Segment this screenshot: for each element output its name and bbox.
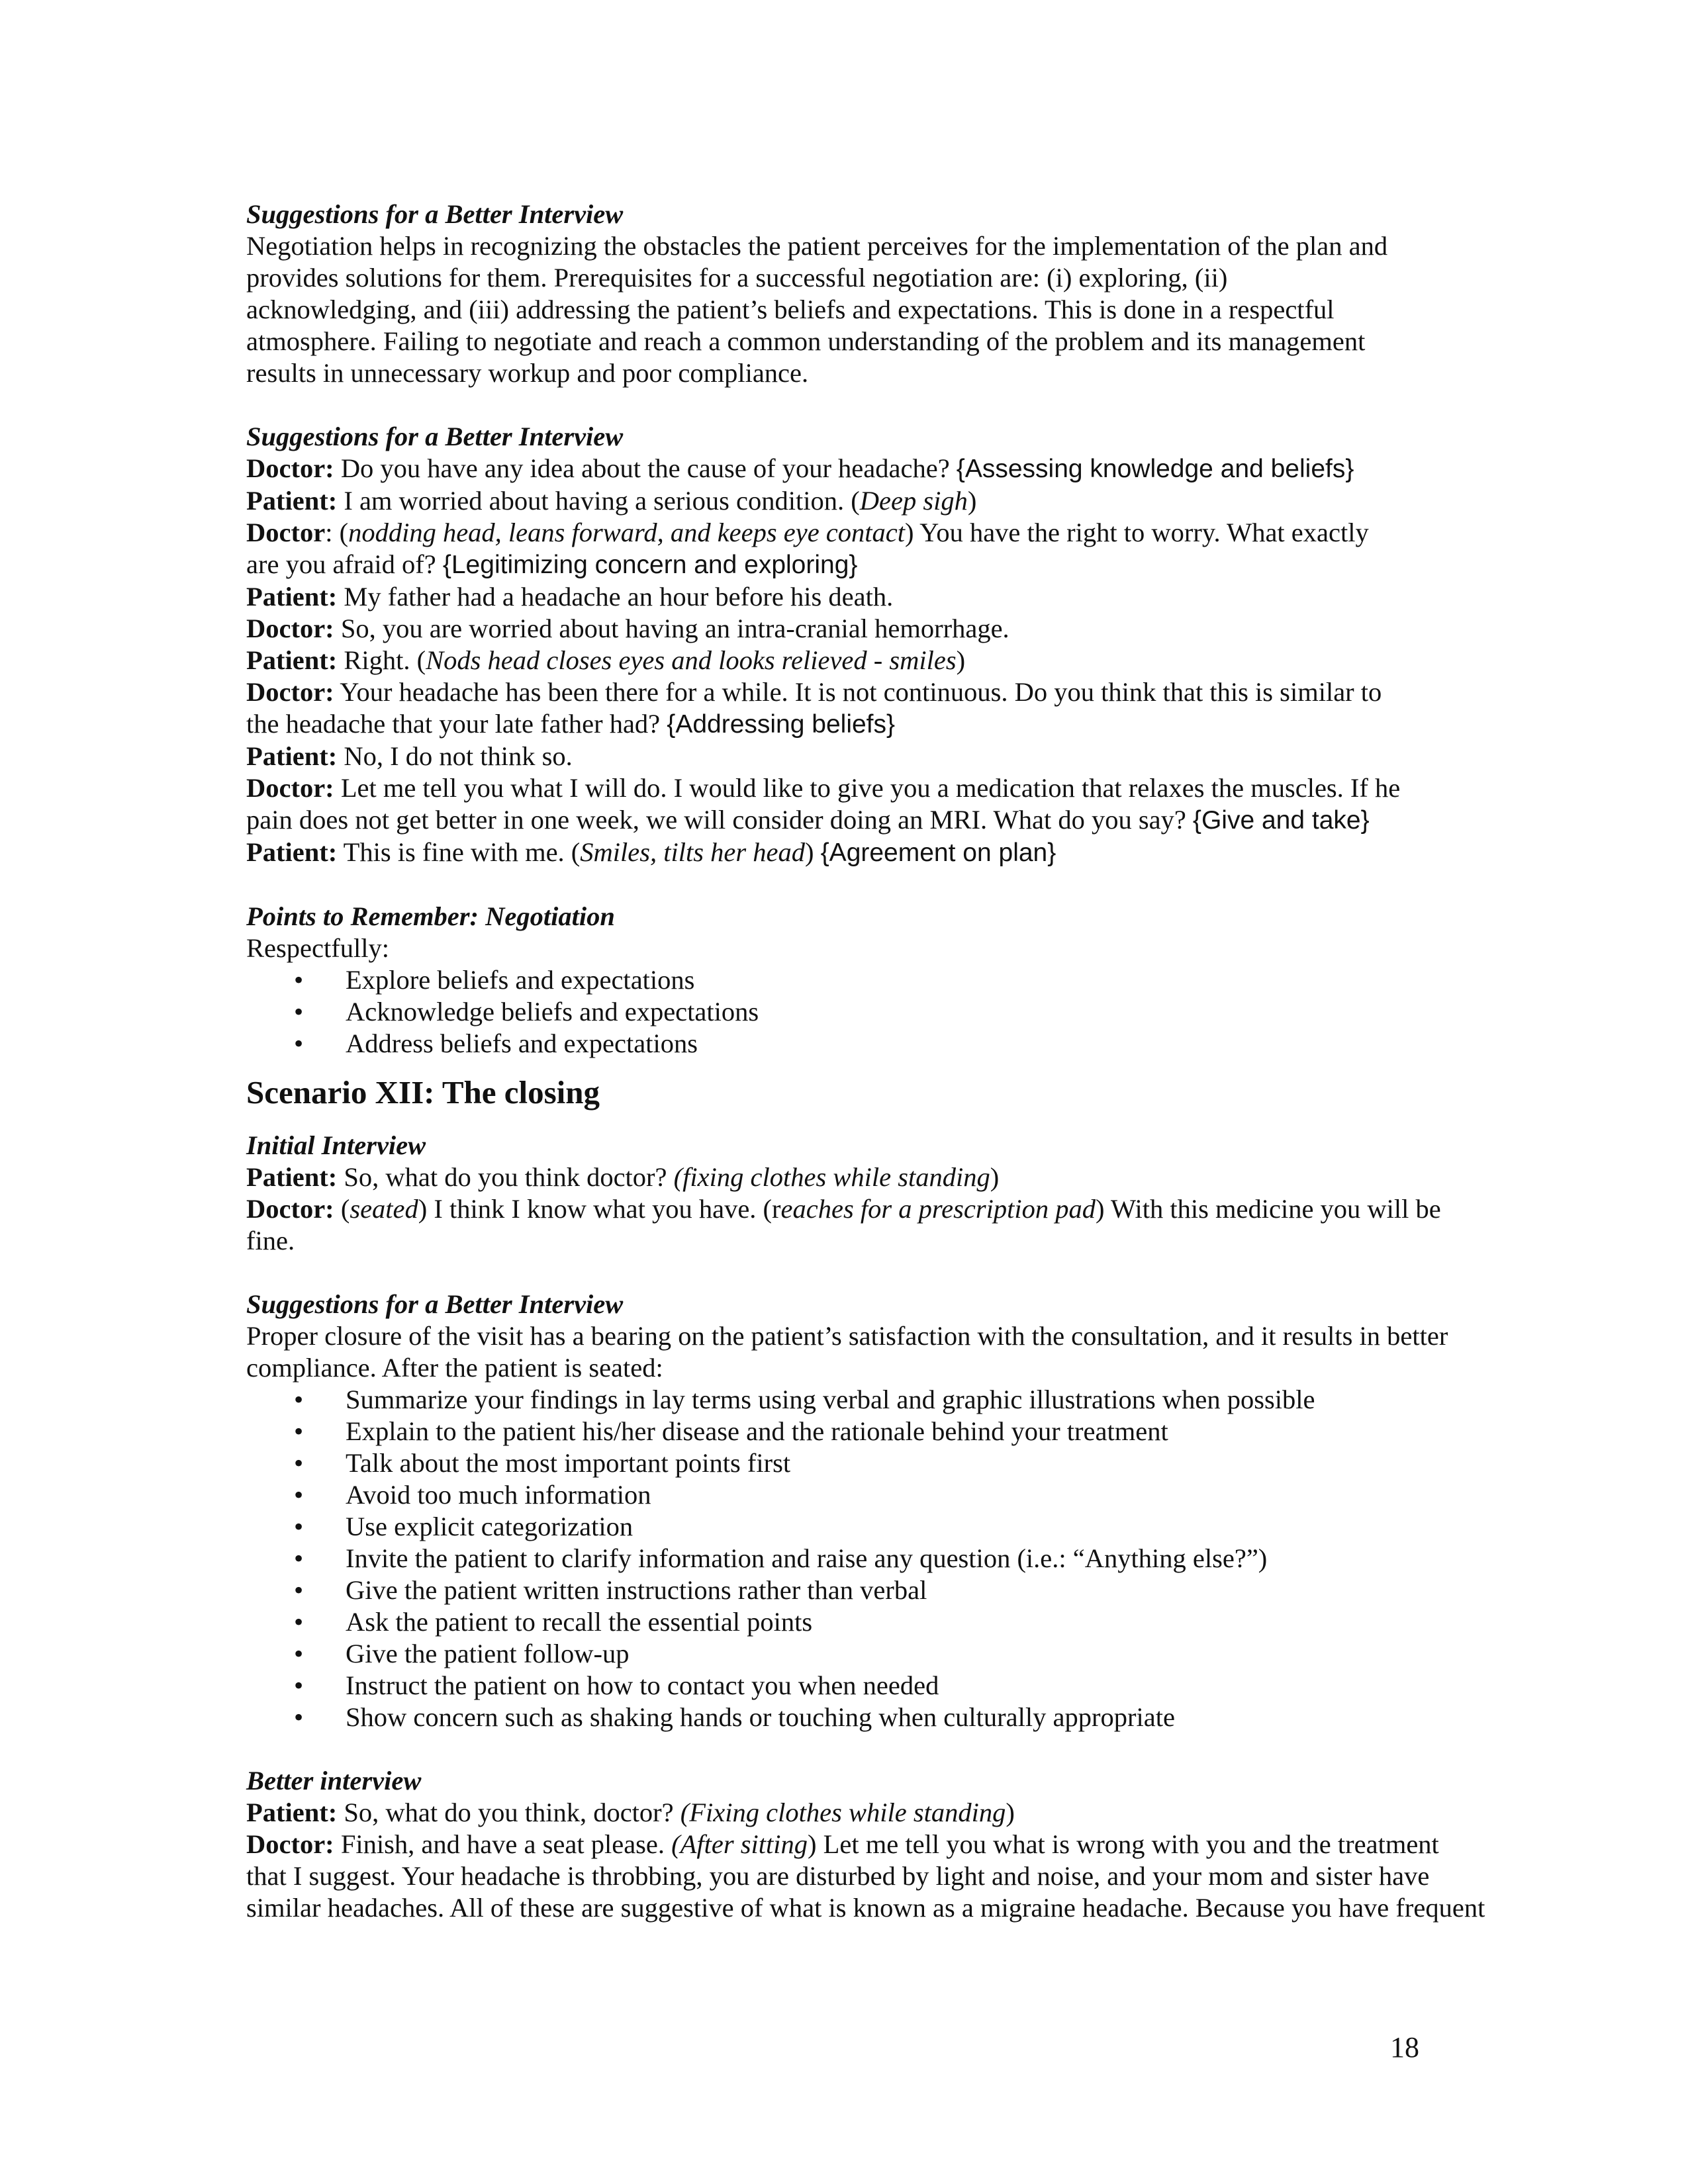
list-item: [246, 1511, 1511, 1543]
paragraph-line: Proper closure of the visit has a bearing on the patient’s satisfaction with the consultation, and it results in better: [246, 1321, 1448, 1351]
section-heading: Suggestions for a Better Interview: [246, 422, 624, 451]
paragraph-line: acknowledging, and (iii) addressing the patient’s beliefs and expectations. This is done in a respectful: [246, 295, 1335, 324]
list-item: [246, 1028, 1511, 1060]
dialogue-text: : (: [325, 518, 349, 547]
list-item-text: Summarize your findings in lay terms using verbal and graphic illustrations when possible: [346, 1385, 1315, 1414]
dialogue-text: I am worried about having a serious condition. (: [337, 486, 860, 516]
speaker-label: Doctor:: [246, 677, 334, 707]
bullet-icon: •: [294, 1670, 304, 1700]
list-item-text: Invite the patient to clarify information and raise any question (i.e.: “Anything else?”): [346, 1543, 1268, 1573]
list-item: [246, 1574, 1511, 1606]
bullet-icon: •: [294, 1607, 304, 1637]
dialogue-line: [246, 549, 1511, 581]
dialogue-line: [246, 676, 1511, 708]
dialogue-line: [246, 804, 1511, 837]
dialogue-text: pain does not get better in one week, we will consider doing an MRI. What do you say?: [246, 805, 1193, 835]
spacer: [246, 389, 1511, 421]
speaker-label: Doctor:: [246, 1194, 334, 1224]
speaker-label: Doctor:: [246, 453, 334, 483]
dialogue-text: So, what do you think doctor?: [337, 1162, 674, 1192]
document-page: [246, 199, 1511, 1924]
bullet-list: [246, 964, 1511, 1060]
speaker-label: Patient:: [246, 837, 338, 867]
dialogue-line: [246, 517, 1511, 549]
spacer: [246, 1733, 1511, 1765]
dialogue-line: [246, 453, 1511, 485]
spacer: [246, 869, 1511, 901]
list-item-text: Give the patient follow-up: [346, 1639, 630, 1668]
dialogue-text: (: [334, 1194, 350, 1224]
page-number: 18: [1390, 2031, 1419, 2064]
speaker-label: Patient:: [246, 486, 338, 516]
speaker-label: Patient:: [246, 645, 338, 675]
list-item: [246, 1543, 1511, 1574]
speaker-label: Doctor:: [246, 773, 334, 803]
section-heading: Points to Remember: Negotiation: [246, 901, 615, 931]
dialogue-text: ): [805, 837, 821, 867]
dialogue-line: [246, 1829, 1511, 1860]
dialogue-line: [246, 485, 1511, 517]
speaker-label: Doctor:: [246, 614, 334, 643]
dialogue-line: [246, 708, 1511, 741]
stage-direction: eaches for a prescription pad: [780, 1194, 1096, 1224]
bullet-icon: •: [294, 1512, 304, 1541]
dialogue-line: [246, 613, 1511, 645]
dialogue-text: Do you have any idea about the cause of your headache?: [334, 453, 957, 483]
list-item: [246, 1416, 1511, 1447]
dialogue-line: [246, 837, 1511, 869]
dialogue-text: the headache that your late father had?: [246, 709, 667, 739]
dialogue-text: ) With this medicine you will be: [1095, 1194, 1441, 1224]
stage-direction: Nods head closes eyes and looks relieved - smiles: [426, 645, 957, 675]
bullet-icon: •: [294, 1448, 304, 1478]
bullet-icon: •: [294, 1543, 304, 1573]
list-item: [246, 964, 1511, 996]
dialogue-text: ) I think I know what you have. (r: [418, 1194, 781, 1224]
section-heading: Suggestions for a Better Interview: [246, 199, 624, 229]
annotation-note: {Assessing knowledge and beliefs}: [956, 455, 1354, 483]
list-item-text: Acknowledge beliefs and expectations: [346, 997, 759, 1026]
dialogue-text: ): [967, 486, 977, 516]
paragraph-line: Respectfully:: [246, 933, 389, 963]
dialogue-text: ): [956, 645, 966, 675]
dialogue-text: No, I do not think so.: [337, 741, 573, 771]
bullet-icon: •: [294, 1028, 304, 1058]
list-item: [246, 1447, 1511, 1479]
stage-direction: nodding head, leans forward, and keeps eye contact: [348, 518, 906, 547]
section-heading: Suggestions for a Better Interview: [246, 1289, 624, 1319]
bullet-icon: •: [294, 1385, 304, 1414]
speaker-label: Patient:: [246, 1162, 338, 1192]
list-item: [246, 1638, 1511, 1670]
bullet-icon: •: [294, 1702, 304, 1732]
annotation-note: {Agreement on plan}: [820, 839, 1056, 867]
paragraph-line: Negotiation helps in recognizing the obstacles the patient perceives for the implementation of the plan and: [246, 231, 1388, 261]
dialogue-text: My father had a headache an hour before his death.: [337, 582, 894, 612]
annotation-note: {Give and take}: [1192, 806, 1370, 835]
stage-direction: seated: [350, 1194, 418, 1224]
list-item: [246, 996, 1511, 1028]
paragraph-line: provides solutions for them. Prerequisites for a successful negotiation are: (i) exploring, (ii): [246, 263, 1228, 293]
list-item: [246, 1702, 1511, 1733]
annotation-note: {Addressing beliefs}: [667, 710, 896, 739]
list-item-text: Instruct the patient on how to contact you when needed: [346, 1670, 939, 1700]
section-heading: Better interview: [246, 1766, 422, 1796]
speaker-label: Patient:: [246, 582, 338, 612]
dialogue-text: ) You have the right to worry. What exactly: [905, 518, 1369, 547]
list-item: [246, 1606, 1511, 1638]
paragraph-line: atmosphere. Failing to negotiate and reach a common understanding of the problem and its management: [246, 326, 1366, 356]
bullet-icon: •: [294, 1416, 304, 1446]
paragraph-line: results in unnecessary workup and poor compliance.: [246, 358, 809, 388]
annotation-note: {Legitimizing concern and exploring}: [442, 551, 858, 579]
list-item-text: Explore beliefs and expectations: [346, 965, 695, 995]
stage-direction: (After sitting: [671, 1829, 808, 1859]
list-item: [246, 1479, 1511, 1511]
bullet-icon: •: [294, 1480, 304, 1510]
dialogue-text: Finish, and have a seat please.: [334, 1829, 672, 1859]
dialogue-text: Let me tell you what I will do. I would like to give you a medication that relaxes the muscles. If he: [334, 773, 1401, 803]
scenario-title: Scenario XII: The closing: [246, 1074, 600, 1111]
list-item: [246, 1384, 1511, 1416]
bullet-icon: •: [294, 965, 304, 995]
dialogue-text: So, you are worried about having an intra-cranial hemorrhage.: [334, 614, 1009, 643]
bullet-icon: •: [294, 997, 304, 1026]
dialogue-line: [246, 772, 1511, 804]
dialogue-line: that I suggest. Your headache is throbbing, you are disturbed by light and noise, and your mom and sister have: [246, 1861, 1430, 1891]
stage-direction: Smiles, tilts her head: [580, 837, 806, 867]
dialogue-line: similar headaches. All of these are suggestive of what is known as a migraine headache. Because you have frequent: [246, 1893, 1485, 1923]
dialogue-line: [246, 741, 1511, 772]
list-item-text: Avoid too much information: [346, 1480, 651, 1510]
dialogue-text: This is fine with me. (: [337, 837, 581, 867]
dialogue-text: ) Let me tell you what is wrong with you and the treatment: [808, 1829, 1439, 1859]
list-item-text: Explain to the patient his/her disease and the rationale behind your treatment: [346, 1416, 1168, 1446]
dialogue-line: [246, 1797, 1511, 1829]
dialogue-text: are you afraid of?: [246, 549, 443, 579]
dialogue-line: [246, 645, 1511, 676]
dialogue-line: fine.: [246, 1226, 295, 1255]
section-heading: Initial Interview: [246, 1130, 426, 1160]
dialogue-line: [246, 1161, 1511, 1193]
paragraph-line: compliance. After the patient is seated:: [246, 1353, 663, 1383]
bullet-icon: •: [294, 1575, 304, 1605]
dialogue-text: Right. (: [337, 645, 426, 675]
speaker-label: Doctor: [246, 518, 326, 547]
dialogue-line: [246, 1193, 1511, 1225]
list-item-text: Give the patient written instructions rather than verbal: [346, 1575, 927, 1605]
stage-direction: (Fixing clothes while standing: [680, 1797, 1006, 1827]
speaker-label: Doctor:: [246, 1829, 334, 1859]
bullet-icon: •: [294, 1639, 304, 1668]
spacer: [246, 1257, 1511, 1289]
dialogue-text: So, what do you think, doctor?: [337, 1797, 680, 1827]
stage-direction: Deep sigh: [859, 486, 968, 516]
speaker-label: Patient:: [246, 741, 338, 771]
speaker-label: Patient:: [246, 1797, 338, 1827]
dialogue-text: ): [1006, 1797, 1015, 1827]
list-item-text: Show concern such as shaking hands or touching when culturally appropriate: [346, 1702, 1175, 1732]
bullet-list: [246, 1384, 1511, 1733]
dialogue-line: [246, 581, 1511, 613]
list-item-text: Talk about the most important points first: [346, 1448, 791, 1478]
dialogue-text: ): [990, 1162, 1000, 1192]
list-item: [246, 1670, 1511, 1702]
stage-direction: (fixing clothes while standing: [673, 1162, 990, 1192]
dialogue-text: Your headache has been there for a while. It is not continuous. Do you think that this is similar to: [334, 677, 1382, 707]
list-item-text: Address beliefs and expectations: [346, 1028, 698, 1058]
list-item-text: Ask the patient to recall the essential points: [346, 1607, 813, 1637]
list-item-text: Use explicit categorization: [346, 1512, 633, 1541]
